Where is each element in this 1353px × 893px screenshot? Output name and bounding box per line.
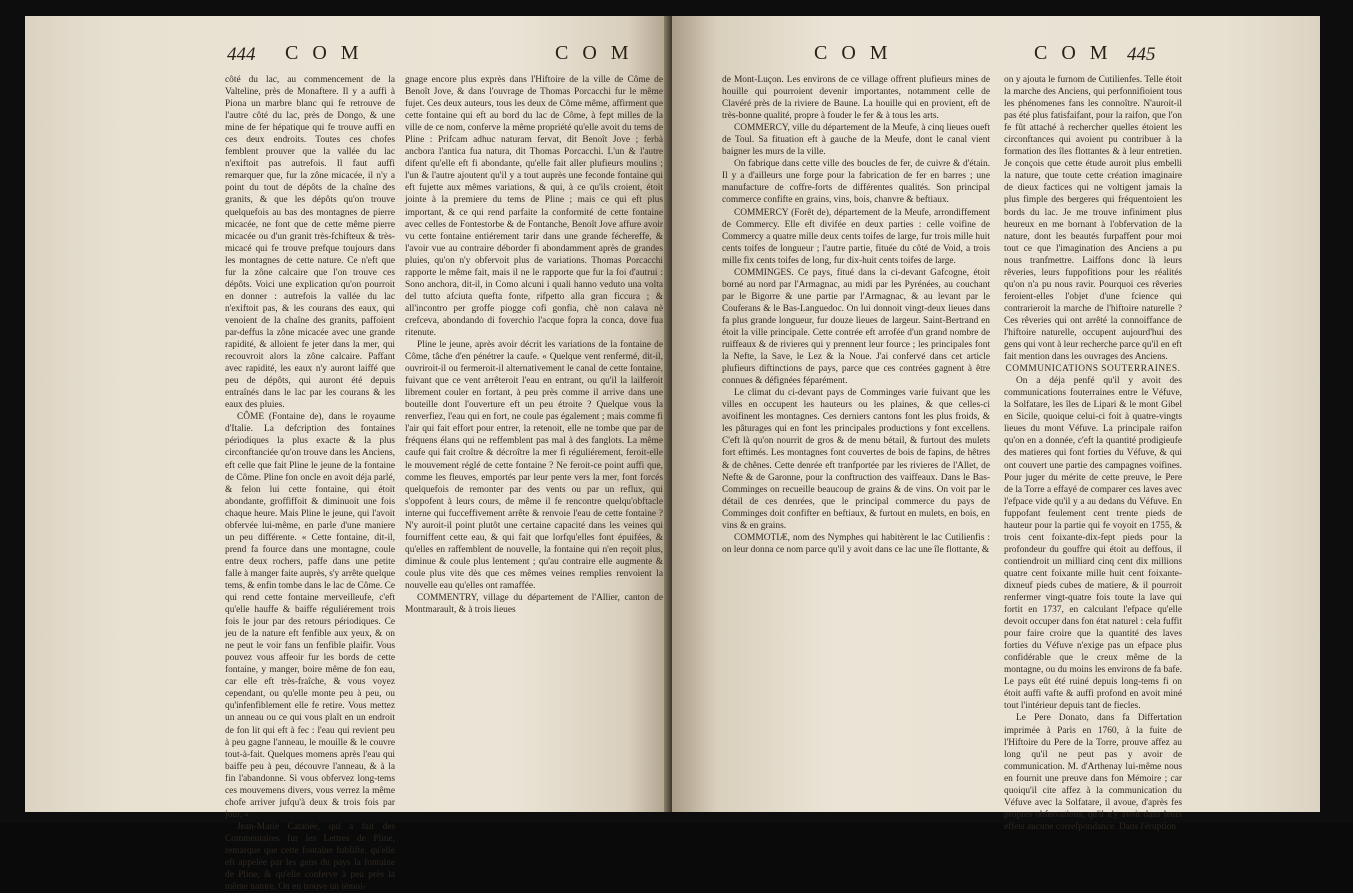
paragraph: côté du lac, au commencement de la Valteline, près de Monaftere. Il y a auffi à Piona un marbre blanc qui fe retrouve de l'autre côté du lac, près de Dongo, & une mine de fer hépatique qui fe trouve auffi en ces deux endroits. Toutes ces chofes femblent prouver que la vallée du lac n'exiftoit pas autrefois. Il faut auffi remarquer que, fur la zône micacée, il n'y a point du tout de dépôts de la chaîne des granits, & que les dépôts qu'on trouve quelquefois au bas des montagnes de pierre micacée, ne font que de cette même pierre micacée ou d'un granit très-fchifteux & très-micacé qui fe trouve prefque toujours dans les montagnes de cette nature. Ce n'eft que fur la zône calcaire que l'on trouve ces dépôts. Voici une explication qu'on pourroit en donner : autrefois la vallée du lac n'exiftoit pas, & les courans des eaux, qui venoient de la chaîne des granits, paffoient par-deffus la zône micacée avec une grande rapidité, & alloient fe jeter dans la mer, qui recouvroit alors la zône calcaire. Paffant avec rapidité, les eaux n'y auront laiffé que peu de dépôts, qui auront été depuis entraînés dans le lac par les courans & les eaux des pluies.: [225, 75, 395, 411]
paragraph: Le Pere Donato, dans fa Differtation imprimée à Paris en 1760, à la fuite de l'Hiftoire du Pere de la Torre, prouve affez au long qu'il ne peut pas y avoir de communication. M. d'Arthenay lui-même nous en fournit une preuve dans fon Mémoire ; car quoiqu'il cite affez à la communication du Véfuve avec la Solfatare, il avoue, d'après fes propres obfervations, qu'il n'y avoit dans leurs effets aucune correfpondance. Dans l'éruption: [1004, 713, 1182, 832]
left-page: [25, 16, 673, 893]
paragraph: de Mont-Luçon. Les environs de ce village offrent plufieurs mines de houille qui pourroient devenir importantes, notamment celle de Clavéré près de la riviere de Baune. La houille qui en provient, eft de très-bonne qualité, propre à fouder le fer & à tous les arts.: [722, 75, 990, 122]
running-head: COM: [814, 42, 902, 64]
paragraph: COMMERCY, ville du département de la Meufe, à cinq lieues oueft de Toul. Sa fituation eft à gauche de la Meufe, dont le canal vient baigner les murs de la ville.: [722, 123, 990, 158]
paragraph: Le climat du ci-devant pays de Comminges varie fuivant que les villes en occupent les hauteurs ou les plaines, & que celles-ci avoifinent les montagnes. Ces derniers cantons font les plus froids, & les pâturages qui en font les principales productions y font excellens. C'eft là qu'on nourrit de gros & de menu bétail, & furtout des mulets fort eftimés. Les montagnes font couvertes de bois de fapins, de hêtres & de chênes. Cette denrée eft tranfportée par les rivieres de l'Allet, de Nefte & de Garonne, pour la conftruction des vaiffeaux. Dans le Bas-Comminges on recueille beaucoup de grains & de vins. On voit par le détail de ces denrées, que le principal commerce du pays de Comminges doit confifter en beftiaux, & furtout en mulets, en bois, en vins & en grains.: [722, 388, 990, 531]
paragraph: on y ajouta le furnom de Cutilienfes. Telle étoit la marche des Anciens, qui perfonnifioient tous les phénomenes fans les connoître. N'auroit-il pas été plus fatisfaifant, pour la raifon, que l'on fe fût attaché à rechercher quelles étoient les circonftances qui avoient pu contribuer à la formation des îles flottantes & à leur entretien. Je conçois que cette étude auroit plus embelli la nature, que toute cette création imaginaire de dieux factices qui ne voltigent jamais la plus fimple des bergeres qui fréquentoient les bords du lac. Je me trouve infiniment plus heureux en me bornant à l'obfervation de la nature, dont les beautés furpaffent pour moi tout ce que l'imagination des Anciens a pu nous tranfmettre. Laiffons donc là leurs rêveries, leurs fuppofitions pour les réalités qu'on n'a pu nous ravir. Pourquoi ces rêveries feroient-elles l'objet d'une fcience qui contrarieroit la marche de l'hiftoire naturelle ? Ces rêveries qui ont arrêté la connoiffance de l'hiftoire naturelle, occupent aujourd'hui des gens qui vont à leur recherche parce qu'il en eft fait mention dans les ouvrages des Anciens.: [1004, 75, 1182, 363]
left-column-1: [225, 74, 396, 893]
paragraph: COMMINGES. Ce pays, fitué dans la ci-devant Gafcogne, étoit borné au nord par l'Armagnac, au midi par les Pyrénées, au couchant par le Bigorre & une partie par l'Armagnac, & au levant par le Couferans & le Bas-Languedoc. On lui donnoit vingt-deux lieues dans fa plus grande longueur, fur douze lieues de largeur. Saint-Bertrand en étoit la ville principale. Cette contrée eft arrofée d'un grand nombre de ruiffeaux & de rivieres qui y prennent leur fource ; les principales font la Nefte, la Save, le Lez & la Noue. J'ai confervé dans cet article plufieurs diftinctions de pays, parce que ces contrées gagnent à être connues & défignées féparément.: [722, 267, 990, 387]
page-number: 445: [1127, 44, 1156, 65]
paragraph: COMMENTRY, village du département de l'Allier, canton de Montmarault, & à trois lieues: [405, 593, 663, 616]
right-page: [672, 16, 1320, 832]
running-head-inner: COM: [555, 42, 643, 64]
paragraph: COMMOTIÆ, nom des Nymphes qui habitèrent le lac Cutilienfis : on leur donna ce nom parce qu'il y avoit dans ce lac une île flottante, &: [722, 532, 990, 555]
page-number: 444: [227, 44, 256, 65]
running-head: COM: [285, 42, 373, 64]
paragraph: On a déja penfé qu'il y avoit des communications fouterraines entre le Véfuve, la Solfatare, les îles de Lipari & le mont Gibel en Sicile, quoique celui-ci foit à quatre-vingts lieues du mont Véfuve. La principale raifon qu'on en a donnée, c'eft la quantité prodigieufe des matieres qui font forties du Véfuve, & qui ont couvert une partie des campagnes voifines. Pour juger du mérite de cette preuve, le Pere de la Torre a effayé de comparer ces laves avec l'efpace vide qu'il y a au dedans du Véfuve. En fuppofant feulement cent trente pieds de hauteur pour la partie qui fe voyoit en 1755, & trois cent foixante-dix-fept pieds pour la profondeur du gouffre qui étoit au deffous, il contiendroit un milliard cinq cent dix millions quatre cent foixante mille huit cent foixante-dixneuf pieds cubes de matiere, & il pourroit renfermer vingt-quatre fois toute la lave qui fortit en 1737, en calculant l'efpace qu'elle devoit occuper dans fon état naturel : cela fuffit pour faire croire que la quantité des laves forties du Véfuve n'exige pas un efpace plus confidérable que le creux même de la montagne, ou du moins les environs de fa bafe. Le pays eût été ruiné depuis long-tems fi on étoit auffi vafte & auffi profond en avoit miné tout l'intérieur depuis tant de fiecles.: [1004, 376, 1182, 712]
paragraph: COMMERCY (Forêt de), département de la Meufe, arrondiffement de Commercy. Elle eft divifée en deux parties : celle voifine de Commercy a quatre mille deux cents toifes de large, fur trois mille huit cents toifes de longueur ; l'autre partie, fituée du côté de Void, a trois mille fix cents toifes de long, fur dix-huit cents toifes de large.: [722, 207, 990, 266]
right-column-2: [1004, 74, 1182, 832]
paragraph: CÔME (Fontaine de), dans le royaume d'Italie. La defcription des fontaines périodiques la plus exacte & la plus circonftanciée qu'on trouve dans les Anciens, eft celle que fait Pline le jeune de la fontaine de Côme. Pline fon oncle en avoit déja parlé, & felon lui cette fontaine, qui étoit abondante, groffiffoit & diminuoit une fois chaque heure. Mais Pline le jeune, qui l'avoit obfervée lui-même, en parle d'une maniere un peu différente. « Cette fontaine, dit-il, prend fa fource dans une montagne, coule entre deux rochers, paffe dans une petite falle à manger faite auprès, s'y arrête quelque tems, & enfin tombe dans le lac de Côme. Ce qui rend cette fontaine merveilleufe, c'eft qu'elle hauffe & baiffe réguliérement trois fois le jour par des retours périodiques. Ce jeu de la nature eft fenfible aux yeux, & on ne peut le voir fans un fenfible plaifir. Vous pouvez vous affeoir fur les bords de cette fontaine, y manger, boire même de fon eau, car elle eft très-fraîche, & vous voyez cependant, ou qu'elle monte peu à peu, ou qu'infenfiblement elle fe retire. Vous mettez un anneau ou ce qui vous plaît en un endroit de fon lit qui eft à fec : l'eau qui revient peu à peu gagne l'anneau, le mouille & le couvre tout-à-fait. Quelques momens après l'eau qui baiffe peu à peu, découvre l'anneau, & à la fin l'abandonne. Si vous obfervez long-tems ces mouvemens divers, vous verrez la même chofe arriver jufqu'à deux & trois fois par jour. »: [225, 412, 396, 820]
section-heading: COMMUNICATIONS SOUTERRAINES.: [1005, 364, 1181, 375]
paragraph: On fabrique dans cette ville des boucles de fer, de cuivre & d'étain. Il y a d'ailleurs une forge pour la fabrication de fer en barres ; une manufacture de coffre-forts de différentes qualités. Son principal commerce confifte en grains, vins, bois, chanvre & beftiaux.: [722, 159, 990, 206]
right-column-1: [722, 74, 990, 802]
paragraph: gnage encore plus exprès dans l'Hiftoire de la ville de Côme de Benoît Jove, & dans l'ouvrage de Thomas Porcacchi fur le même fujet. Ces deux auteurs, tous les deux de Côme même, affirment que cette fontaine qui eft au bord du lac de Côme, à fept milles de la ville de ce nom, conferve la même propriété qu'elle avoit du tems de Pline : Prifcam adhuc naturam fervat, dit Benoît Jove ; ferbà ancbora l'antica fua natura, dit Thomas Porcacchi. L'un & l'autre difent qu'elle eft fi abondante, qu'elle fait aller plufieurs moulins ; l'un & l'autre ajoutent qu'il y a tout auprès une feconde fontaine qui eft fujette aux mêmes variations, & qui, à ce qu'ils croient, étoit jointe à la premiere du tems de Pline ; mais ce qui eft plus important, & ce qui rend parfaite la conformité de cette fontaine avec celles de Fontestorbe & de Fontanche, Benoît Jove affure avoir vu cette fontaine entiérement tarir dans une grande féchereffe, & l'avoir vue au contraire déborder fi abondamment après de grandes pluies, qu'on n'y obfervoit plus de variations. Thomas Porcacchi rapporte le même fait, mais il ne le rapporte que fur la foi d'autrui : Sono anchora, dit-il, in Como alcuni i quali hanno veduto una volta del tutto afciuta quefta fonte, rifpetto alla gran ficcura ; & all'incontro per groffe piogge cofi gonfia, chè non calava nè crefceva, abondando di foverchio l'acque fopra la conca, dove fua ritenute.: [405, 75, 663, 338]
paragraph: Pline le jeune, après avoir décrit les variations de la fontaine de Côme, tâche d'en pénétrer la caufe. « Quelque vent renfermé, dit-il, ouvriroit-il ou fermeroit-il alternativement le canal de cette fontaine, fuivant que ce vent arrêteroit l'eau en entrant, ou qu'il la lailferoit librement couler en fortant, à peu près comme il arrive dans une bouteille dont l'ouverture eft un peu étroite ? Quelque vous la renverfiez, l'eau qui en fort, ne coule pas également ; mais comme fi l'air qui fait effort pour entrer, la retenoit, elle ne tombe que par de fréquens élans qui ne reffemblent pas mal à des fanglots. La même caufe qui fait croître & décroître la mer fi réguliérement, feroit-elle le mouvement réglé de cette fontaine ? Ne feroit-ce point auffi que, comme les fleuves, emportés par leur pente vers la mer, font forcés quelquefois de remonter par des vents ou par un reflux, qui s'oppofent à leurs cours, de même il fe rencontre quelqu'obftacle interne qui fucceffivement arrête & renvoie l'eau de cette fontaine ? N'y auroit-il point plutôt une certaine capacité dans les veines qui fourniffent cette eau, & qui fait que lorfqu'elles font épuifées, & qu'elles en raffemblent de nouvelle, la fontaine qui n'en reçoit plus, diminue & coule plus lentement ; qu'au contraire elle augmente & coule plus vite dès que ces mêmes veines remplies renvoient la nouvelle eau qu'elles ont ramaffée.: [405, 340, 663, 591]
running-head-outer: COM: [1034, 42, 1122, 64]
paragraph: Jean-Marie Catanée, qui a fait des Commentaires fur les Lettres de Pline, remarque que cette fontaine fubfifte, qu'elle eft appelée par les gens du pays la fontaine de Pline, & qu'elle conferve à peu près la même nature. On en trouve un témoi-: [225, 821, 395, 893]
left-column-2: [405, 74, 663, 802]
